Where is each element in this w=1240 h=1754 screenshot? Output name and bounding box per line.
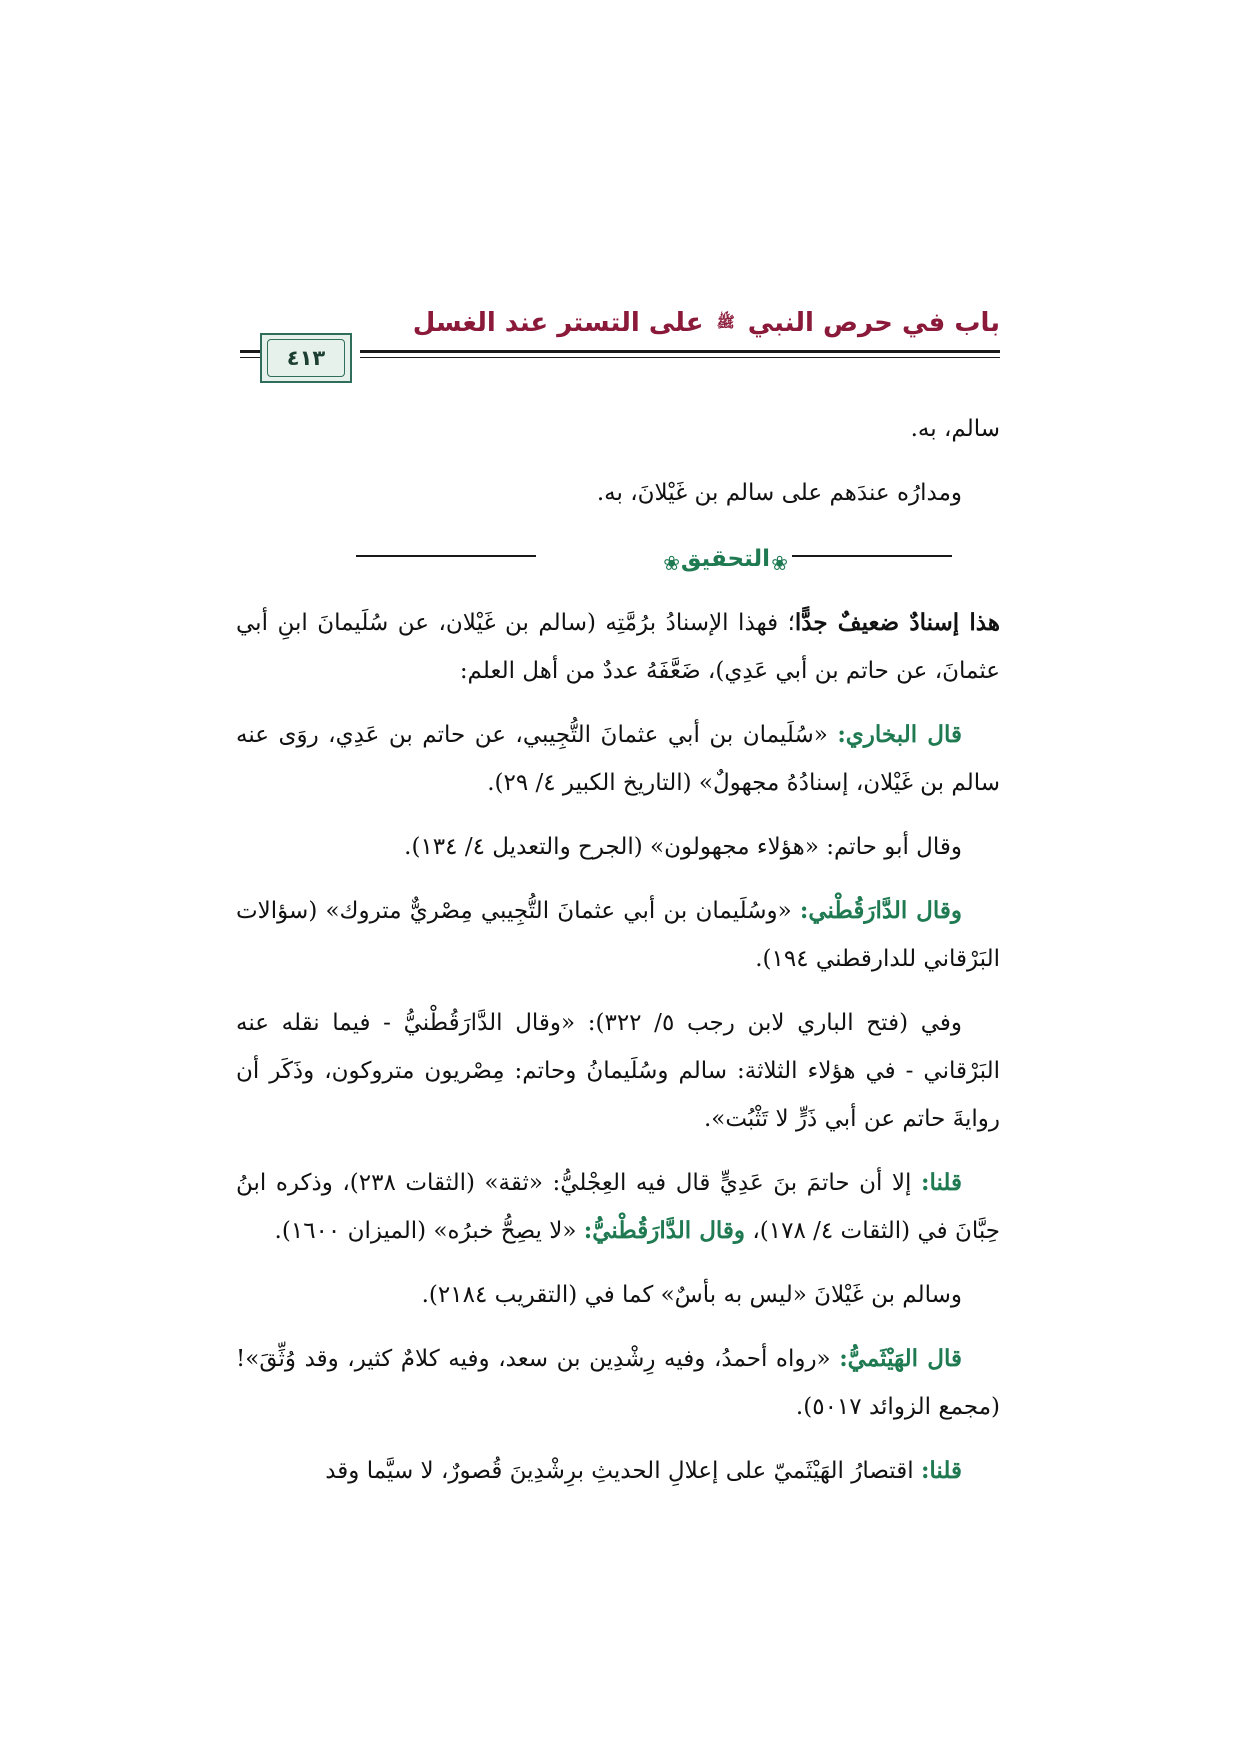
page-body <box>236 405 1000 1511</box>
page-number-frame <box>260 333 352 383</box>
honorific-glyph: ﷺ <box>716 312 735 331</box>
paragraph-5 <box>236 999 1000 1143</box>
section-title: التحقيق <box>680 546 770 572</box>
verdict-text: هذا إسنادٌ ضعيفٌ جدًّا <box>794 609 1000 636</box>
chapter-title-part2: على التستر عند الغسل <box>412 308 704 338</box>
intro-line-2: ومدارُه عندَهم على سالم بن غَيْلانَ، به. <box>596 480 962 506</box>
paragraph-4 <box>236 887 1000 983</box>
paragraph-1 <box>236 599 1000 695</box>
speaker-label: وقال الدَّارَقُطْني: <box>799 897 962 924</box>
paragraph-6 <box>236 1159 1000 1255</box>
header-rule-left-thin <box>240 357 260 358</box>
paragraph-8 <box>236 1335 1000 1431</box>
paragraph-2 <box>236 711 1000 807</box>
paragraph-9 <box>236 1447 1000 1495</box>
paragraph-text: «سُلَيمان بن أبي عثمانَ التُّجِيبي، عن حاتم بن عَدِي، روَى عنه سالم بن غَيْلان، إسنادُهُ مجهولٌ» (التاريخ الكبير ٤/ ٢٩). <box>236 722 1000 796</box>
header-rule-left-thick <box>240 350 260 353</box>
section-divider <box>236 533 1000 577</box>
paragraph-text: ؛ فهذا الإسنادُ برُمَّتِه (سالم بن غَيْلان، عن سُلَيمانَ ابنِ أبي عثمانَ، عن حاتم بن أبي عَدِي)، ضَعَّفَهُ عددٌ من أهل العلم: <box>236 610 1000 684</box>
intro-line-1: سالم، به. <box>910 416 1000 442</box>
ornament-icon: ❀ <box>771 551 788 575</box>
divider-line-left <box>356 555 536 557</box>
paragraph-text: إلا أن حاتمَ بنَ عَدِيٍّ قال فيه العِجْليُّ: «ثقة» (الثقات ٢٣٨)، وذكره ابنُ حِبَّانَ في (الثقات ٤/ ١٧٨)، <box>236 1170 1000 1244</box>
paragraph-text: «لا يصِحُّ خبرُه» (الميزان ١٦٠٠). <box>274 1218 584 1244</box>
paragraph-7 <box>236 1271 1000 1319</box>
speaker-label: وقال الدَّارَقُطْنيُّ: <box>583 1217 746 1244</box>
header-rule-right-thin <box>360 357 1000 358</box>
ornament-icon: ❀ <box>663 551 680 575</box>
header-rule-right-thick <box>360 350 1000 353</box>
paragraph-text: «رواه أحمدُ، وفيه رِشْدِين بن سعد، وفيه كلامٌ كثير، وقد وُثِّقَ»! (مجمع الزوائد ٥٠١٧). <box>236 1346 1000 1420</box>
chapter-title-part1: باب في حرص النبي <box>747 308 1000 338</box>
speaker-label: قلنا: <box>920 1457 962 1484</box>
paragraph-text: وقال أبو حاتم: «هؤلاء مجهولون» (الجرح والتعديل ٤/ ١٣٤). <box>404 834 962 860</box>
paragraph-text: وسالم بن غَيْلانَ «ليس به بأسٌ» كما في (التقريب ٢١٨٤). <box>421 1282 962 1308</box>
page-number: ٤١٣ <box>267 339 345 377</box>
speaker-label: قال الهَيْثَميُّ: <box>839 1345 962 1372</box>
speaker-label: قلنا: <box>920 1169 963 1196</box>
paragraph-text: وفي (فتح الباري لابن رجب ٥/ ٣٢٢): «وقال الدَّارَقُطْنيُّ - فيما نقله عنه البَرْقاني - في هؤلاء الثلاثة: سالم وسُلَيمانُ وحاتم: مِصْريون متروكون، وذَكَر أن روايةَ حاتم عن أبي ذَرٍّ لا تَثْبُت». <box>236 1010 1001 1132</box>
divider-line-right <box>792 555 952 557</box>
speaker-label: قال البخاري: <box>837 721 962 748</box>
paragraph-text: «وسُلَيمان بن أبي عثمانَ التُّجِيبي مِصْريٌّ متروك» (سؤالات البَرْقاني للدارقطني ١٩٤). <box>236 898 1000 972</box>
paragraph-text: اقتصارُ الهَيْثَميّ على إعلالِ الحديثِ برِشْدِينَ قُصورٌ، لا سيَّما وقد <box>325 1458 921 1484</box>
chapter-title <box>413 308 1000 338</box>
paragraph-3 <box>236 823 1000 871</box>
